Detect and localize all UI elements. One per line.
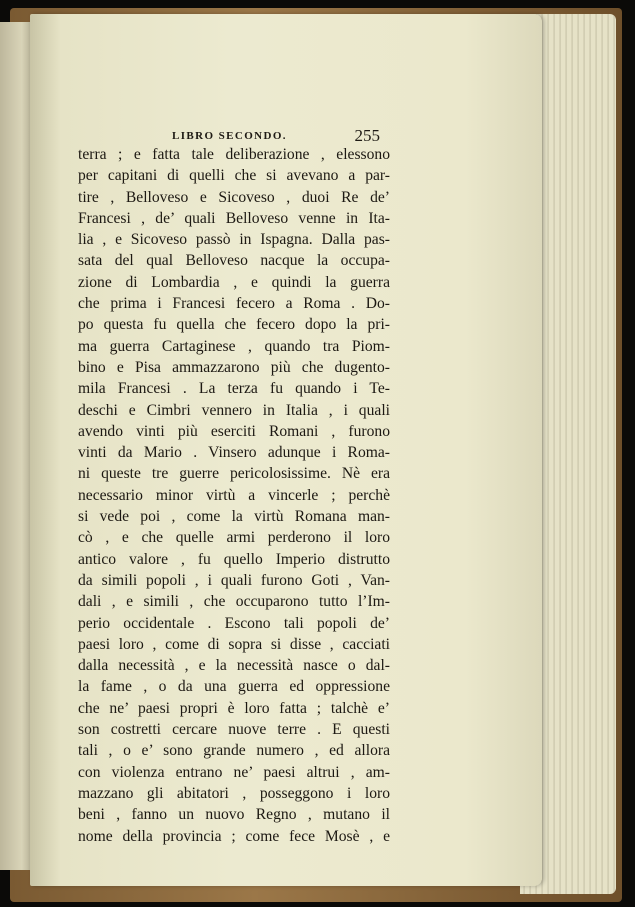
text-line: paesi loro , come di sopra si disse , cacciati: [78, 635, 390, 653]
text-line: lia , e Sicoveso passò in Ispagna. Dalla pas-: [78, 231, 390, 249]
text-line: avendo vinti più eserciti Romani , furono: [78, 422, 390, 440]
text-line: ni queste tre guerre pericolosissime. Nè era: [78, 465, 390, 483]
text-line: nome della provincia ; come fece Mosè , e: [78, 827, 390, 845]
text-line: beni , fanno un nuovo Regno , mutano il: [78, 806, 390, 824]
body-text: [78, 144, 390, 847]
text-line: si vede poi , come la virtù Romana man-: [78, 508, 390, 526]
text-line: per capitani di quelli che si avevano a par-: [78, 167, 390, 185]
text-line: necessario minor virtù a vincerle ; perchè: [78, 486, 390, 504]
text-line: deschi e Cimbri vennero in Italia , i quali: [78, 401, 390, 419]
text-line: cò , e che quelle armi perderono il loro: [78, 529, 390, 547]
text-line: con violenza entrano ne’ paesi altrui , am-: [78, 763, 390, 781]
text-line: zione di Lombardia , e quindi la guerra: [78, 273, 390, 291]
text-line: dalla necessità , e la necessità nasce o dal-: [78, 657, 390, 675]
text-line: la fame , o da una guerra ed oppressione: [78, 678, 390, 696]
text-line: mazzano gli abitatori , posseggono i loro: [78, 784, 390, 802]
text-line: tire , Belloveso e Sicoveso , duoi Re de’: [78, 188, 390, 206]
text-line: bino e Pisa ammazzarono più che dugento-: [78, 358, 390, 376]
text-line: perio occidentale . Escono tali popoli de’: [78, 614, 390, 632]
text-line: da simili popoli , i quali furono Goti , Van-: [78, 571, 390, 589]
text-line: ma guerra Cartaginese , quando tra Piom-: [78, 337, 390, 355]
text-line: vinti da Mario . Vinsero adunque i Roma-: [78, 444, 390, 462]
text-line: Francesi , de’ quali Belloveso venne in Ita-: [78, 209, 390, 227]
text-line: tali , o e’ sono grande numero , ed allora: [78, 742, 390, 760]
text-line: mila Francesi . La terza fu quando i Te-: [78, 380, 390, 398]
text-line: antico valore , fu quello Imperio distrutto: [78, 550, 390, 568]
text-line: po questa fu quella che fecero dopo la pri-: [78, 316, 390, 334]
text-line: che ne’ paesi propri è loro fatta ; talchè e’: [78, 699, 390, 717]
text-line: dali , e simili , che occuparono tutto l’Im-: [78, 593, 390, 611]
text-line: son costretti cercare nuove terre . E questi: [78, 721, 390, 739]
text-line: che prima i Francesi fecero a Roma . Do-: [78, 295, 390, 313]
text-line: sata del qual Belloveso nacque la occupa-: [78, 252, 390, 270]
running-head: LIBRO SECONDO.: [172, 130, 287, 142]
page-number: 255: [354, 126, 380, 145]
text-line: terra ; e fatta tale deliberazione , elessono: [78, 146, 390, 163]
